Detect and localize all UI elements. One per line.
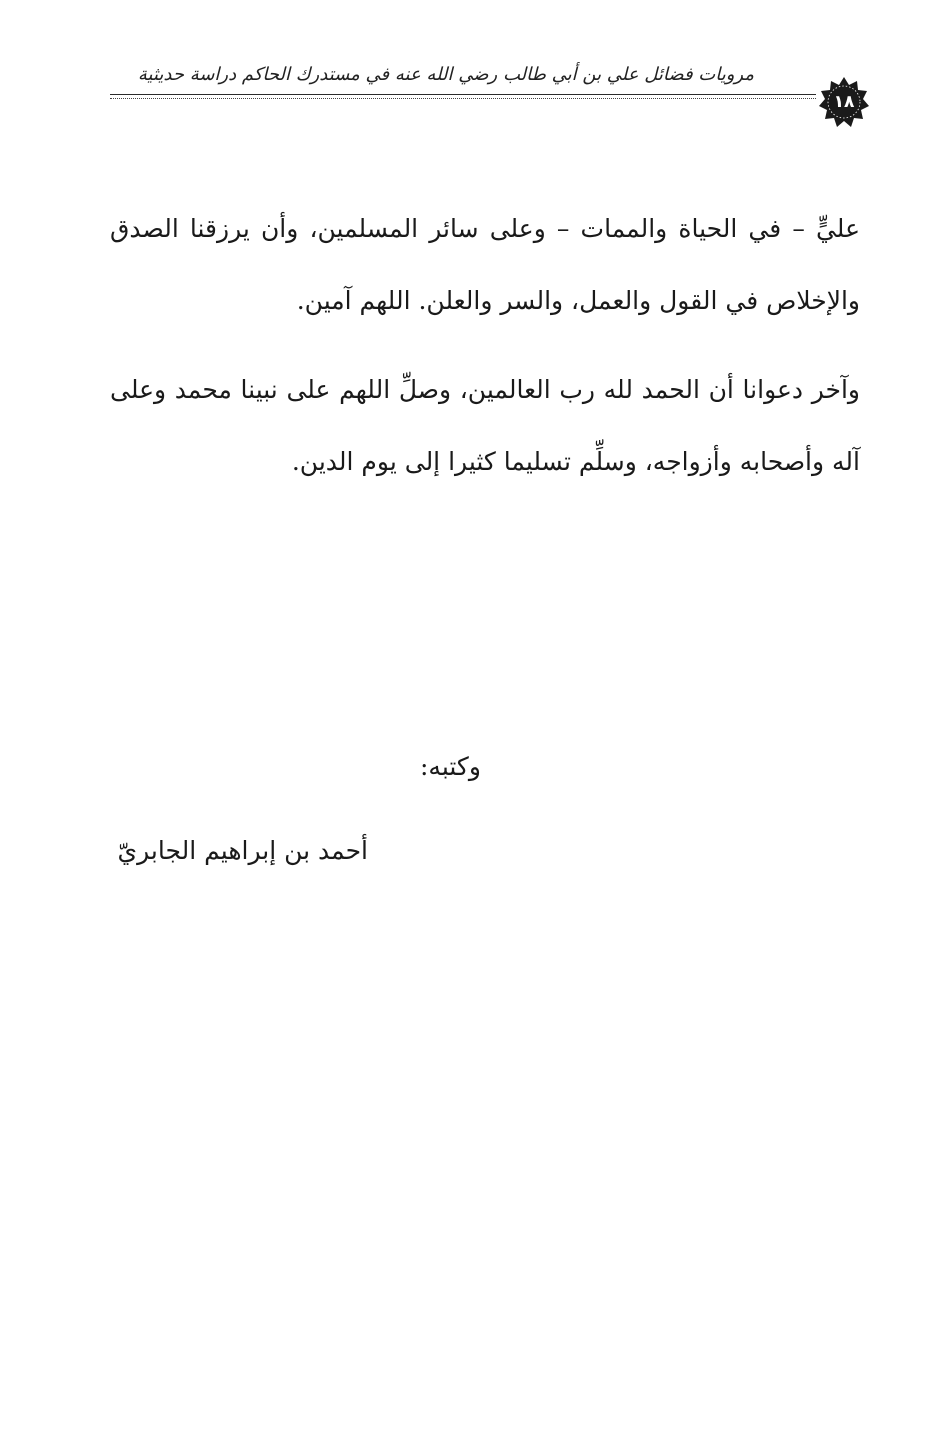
page-number: ١٨ <box>833 92 855 112</box>
paragraph-closing-supplication: وآخر دعوانا أن الحمد لله رب العالمين، وصلِّ اللهم على نبينا محمد وعلى آله وأصحابه وأزواجه، وسلِّم تسليما كثيرا إلى يوم الدين. <box>110 375 860 476</box>
author-name: أحمد بن إبراهيم الجابريّ <box>117 836 368 865</box>
signoff-label: وكتبه: <box>420 752 481 781</box>
page-number-badge <box>818 76 870 128</box>
page-header <box>110 62 872 124</box>
header-dotted-rule <box>110 98 816 99</box>
paragraph-prayer: عليٍّ – في الحياة والممات – وعلى سائر المسلمين، وأن يرزقنا الصدق والإخلاص في القول والعمل، والسر والعلن. اللهم آمين. <box>110 214 860 315</box>
header-rule <box>110 94 816 95</box>
running-title: مرويات فضائل علي بن أبي طالب رضي الله عنه في مستدرك الحاكم دراسة حديثية <box>137 64 754 85</box>
